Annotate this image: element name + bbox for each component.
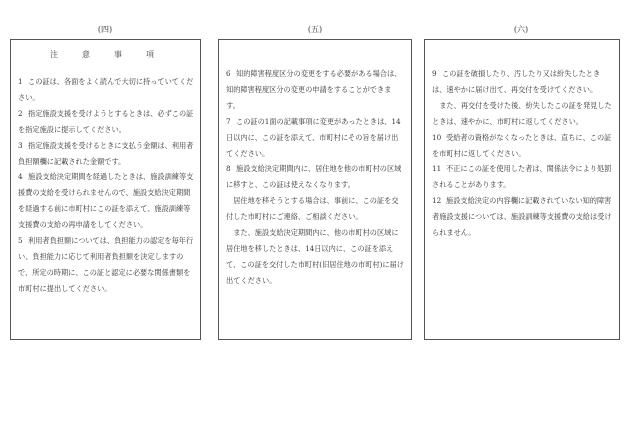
- note-item: 1 この証は、各面をよく読んで大切に持っていてください。: [18, 77, 194, 102]
- note-item: 5 利用者負担額については、負担能力の認定を毎年行い、負担能力に応じて利用者負担額を決定しますので、所定の時期に、この証と認定に必要な関係書類を市町村に提出してください。: [18, 236, 194, 293]
- note-item: 7 この証の1面の記載事項に変更があったときは、14日以内に、この証を添えて、市町村にその旨を届け出てください。: [226, 116, 401, 158]
- page-label-left: (四): [97, 25, 113, 34]
- notes-panel-left: [10, 39, 201, 340]
- notes-panel-right: [424, 39, 620, 340]
- note-item: 6 知的障害程度区分の変更をする必要がある場合は、知的障害程度区分の変更の申請をすることができます。: [226, 69, 402, 110]
- note-item: 3 指定施設支援を受けるときに支払う金額は、利用者負担額欄に記載された金額です。: [18, 140, 194, 166]
- note-item: 2 指定施設支援を受けようとするときは、必ずこの証を指定施設に提示してください。: [18, 108, 194, 134]
- note-item: 4 施設支給決定期間を経過したときは、施設訓練等支援費の支給を受けられませんので、施設支給決定期間を経過する前に市町村にこの証を添えて、施設訓練等支援費の支給の再申請をしてください。: [18, 172, 194, 230]
- notes-panel-middle: [218, 39, 412, 340]
- note-item: 9 この証を破損したり、汚したり又は紛失したときは、速やかに届け出て、再交付を受けてください。: [432, 69, 601, 94]
- panel-title: 注 意 事 項: [50, 50, 162, 59]
- note-item: 居住地を移そうとする場合は、事前に、この証を交付した市町村にご連絡、ご相談ください。: [226, 196, 399, 222]
- note-item: 11 不正にこの証を使用した者は、関係法令により処罰されることがあります。: [432, 164, 612, 190]
- note-item: また、施設支給決定期間内に、他の市町村の区域に居住地を移したときは、14日以内に、この証を添えて、この証を交付した市町村(旧居住地の市町村)に届け出てください。: [226, 228, 404, 285]
- page-label-middle: (五): [307, 25, 323, 34]
- note-item: 10 受給者の資格がなくなったときは、直ちに、この証を市町村に返してください。: [432, 132, 612, 158]
- note-item: また、再交付を受けた後、紛失したこの証を発見したときは、速やかに、市町村に返してください。: [432, 100, 612, 126]
- note-item: 12 施設支給決定の内容欄に記載されていない知的障害者施設支援については、施設訓練等支援費の支給は受けられません。: [432, 196, 612, 238]
- note-item: 8 施設支給決定期間内に、居住地を他の市町村の区域に移すと、この証は使えなくなります。: [226, 164, 402, 190]
- page-label-right: (六): [513, 25, 529, 34]
